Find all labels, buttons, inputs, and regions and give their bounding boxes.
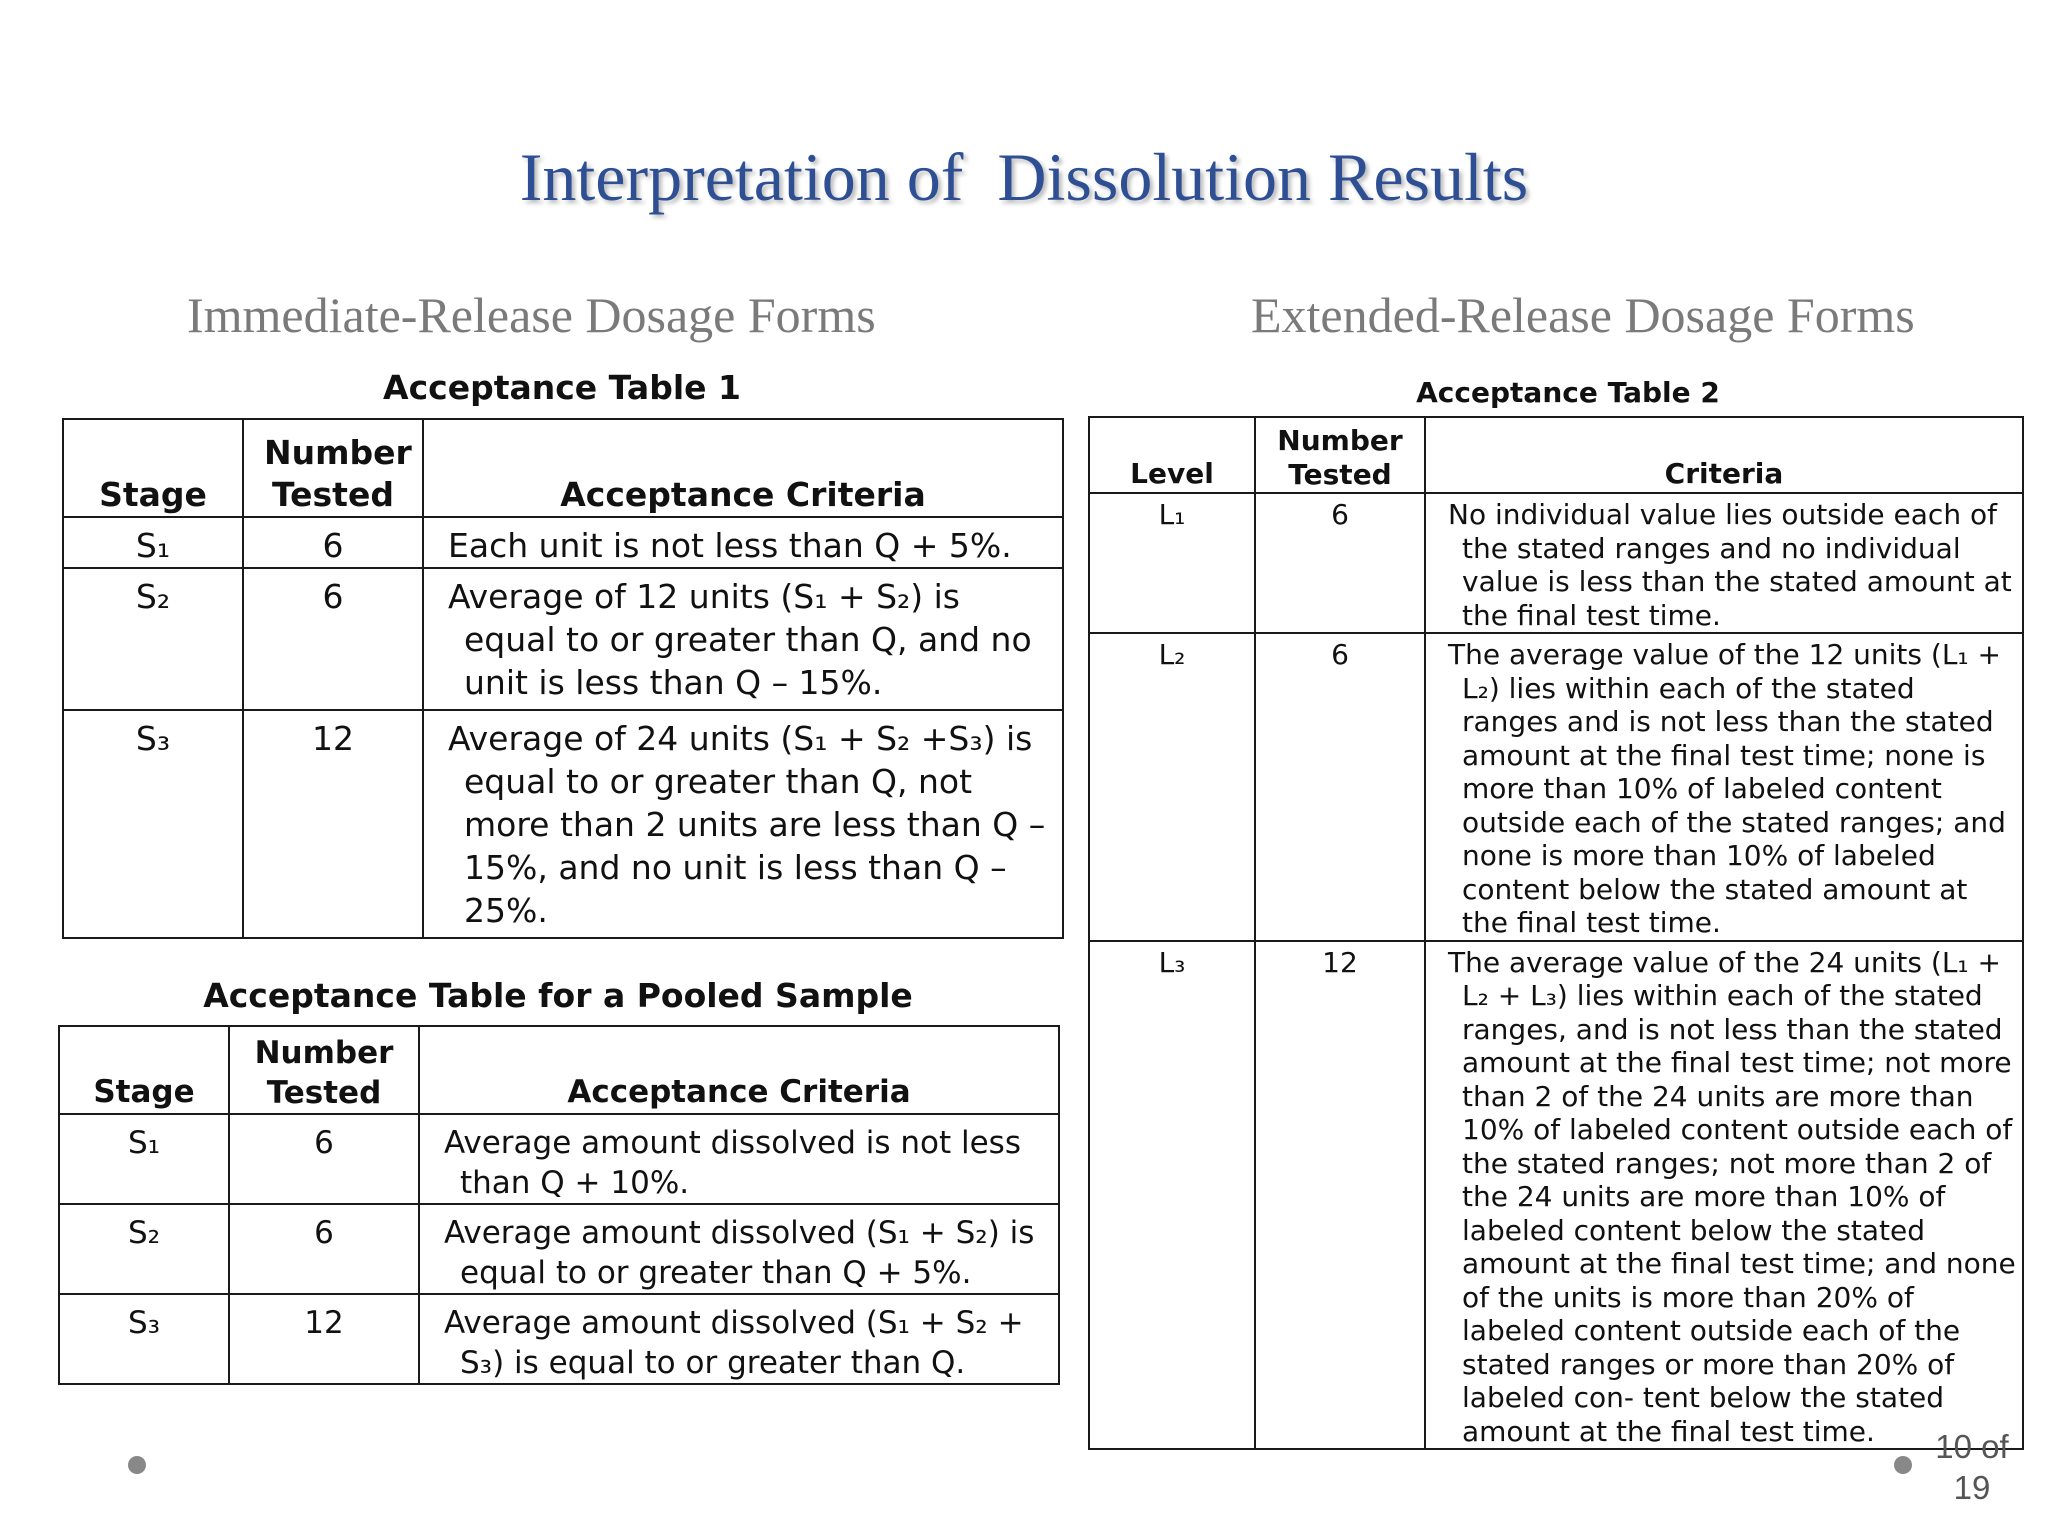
level-cell: L₂ [1089,633,1255,941]
number-cell: 12 [243,710,423,938]
next-slide-dot-icon[interactable] [1894,1456,1912,1474]
header-number-tested: Number Tested [243,419,423,517]
page-indicator-total: 19 [1953,1469,1991,1506]
stage-cell: S₃ [63,710,243,938]
header-stage: Stage [63,419,243,517]
table-row [1089,633,2023,941]
level-cell: L₁ [1089,493,1255,633]
pooled-sample-table-caption: Acceptance Table for a Pooled Sample [203,976,913,1015]
header-level: Level [1089,417,1255,493]
criteria-cell: Each unit is not less than Q + 5%. [423,517,1063,568]
table-header-row [1089,417,2023,493]
criteria-cell: The average value of the 24 units (L₁ + L₂ + L₃) lies within each of the stated ranges, and is not less than the stated amount at the final test time; not more than 2 of the 24 units are more than 10% of labeled content outside each of the stated ranges; not more than 2 of the 24 units are more than 10% of labeled content below the stated amount at the final test time; and none of the units is more than 20% of labeled content outside each of the stated ranges or more than 20% of labeled con- tent below the stated amount at the final test time. [1425,941,2023,1450]
number-cell: 6 [1255,633,1425,941]
table-row [59,1204,1059,1294]
criteria-cell: Average amount dissolved is not less than Q + 10%. [419,1114,1059,1204]
number-cell: 6 [1255,493,1425,633]
stage-cell: S₁ [63,517,243,568]
level-cell: L₃ [1089,941,1255,1450]
pooled-sample-table [58,1025,1060,1385]
number-cell: 6 [229,1114,419,1204]
acceptance-table-1-caption: Acceptance Table 1 [383,368,741,407]
slide-title: Interpretation of Dissolution Results [519,139,1529,215]
table-row [1089,941,2023,1450]
number-cell: 6 [243,568,423,710]
table-header-row [59,1026,1059,1114]
header-acceptance-criteria: Acceptance Criteria [423,419,1063,517]
number-cell: 6 [229,1204,419,1294]
criteria-cell: The average value of the 12 units (L₁ + L₂) lies within each of the stated ranges and is not less than the stated amount at the final test time; none is more than 10% of labeled content outside each of the stated ranges; and none is more than 10% of labeled content below the stated amount at the final test time. [1425,633,2023,941]
criteria-cell: Average amount dissolved (S₁ + S₂) is equal to or greater than Q + 5%. [419,1204,1059,1294]
header-number-tested: Number Tested [229,1026,419,1114]
table-row [63,710,1063,938]
acceptance-table-2 [1088,416,2024,1450]
criteria-cell: No individual value lies outside each of the stated ranges and no individual value is less than the stated amount at the final test time. [1425,493,2023,633]
page-indicator-current: 10 of [1935,1428,2009,1465]
stage-cell: S₁ [59,1114,229,1204]
header-stage: Stage [59,1026,229,1114]
table-header-row [63,419,1063,517]
table-row [63,517,1063,568]
acceptance-table-2-caption: Acceptance Table 2 [1416,376,1720,409]
previous-slide-dot-icon[interactable] [128,1456,146,1474]
number-cell: 6 [243,517,423,568]
table-row [59,1114,1059,1204]
header-acceptance-criteria: Acceptance Criteria [419,1026,1059,1114]
number-cell: 12 [229,1294,419,1384]
criteria-cell: Average of 24 units (S₁ + S₂ +S₃) is equal to or greater than Q, not more than 2 units are less than Q – 15%, and no unit is less than Q – 25%. [423,710,1063,938]
table-row [63,568,1063,710]
table-row [1089,493,2023,633]
stage-cell: S₂ [59,1204,229,1294]
stage-cell: S₂ [63,568,243,710]
criteria-cell: Average of 12 units (S₁ + S₂) is equal to or greater than Q, and no unit is less than Q – 15%. [423,568,1063,710]
page-indicator [1922,1426,2022,1508]
criteria-cell: Average amount dissolved (S₁ + S₂ + S₃) is equal to or greater than Q. [419,1294,1059,1384]
extended-release-subtitle: Extended-Release Dosage Forms [1251,287,1915,343]
header-criteria: Criteria [1425,417,2023,493]
header-number-tested: Number Tested [1255,417,1425,493]
table-row [59,1294,1059,1384]
immediate-release-subtitle: Immediate-Release Dosage Forms [187,287,876,343]
number-cell: 12 [1255,941,1425,1450]
stage-cell: S₃ [59,1294,229,1384]
acceptance-table-1 [62,418,1064,939]
